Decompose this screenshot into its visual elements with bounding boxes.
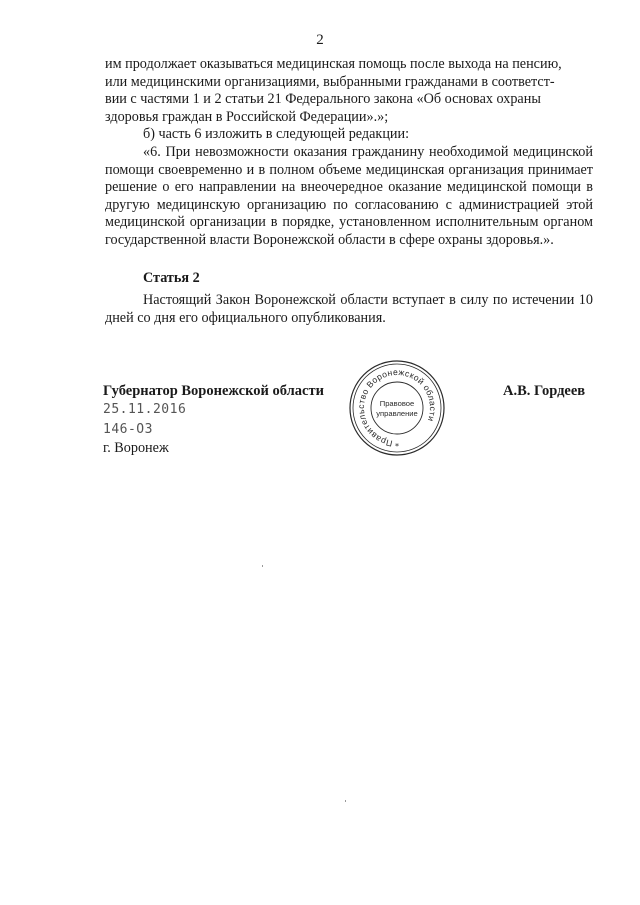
seal-center-line-2: управление [376,409,418,418]
signature-name: А.В. Гордеев [503,383,586,399]
body-line: вии с частями 1 и 2 статьи 21 Федерального закона «Об основах охраны [105,91,541,108]
body-line: им продолжает оказываться медицинская помощь после выхода на пенсию, [105,56,562,72]
article-2-heading: Статья 2 [143,270,200,286]
body-line: здоровья граждан в Российской Федерации».»; [105,108,389,125]
seal-ring-text: Правительство Воронежской области [355,366,439,449]
scan-speck [345,800,346,802]
page-number: 2 [316,32,324,48]
scan-speck [262,565,263,567]
body-line: или медицинскими организациями, выбранными гражданами в соответст- [105,73,555,90]
item-b: б) часть 6 изложить в следующей редакции: [143,126,410,143]
document-body [105,56,593,250]
seal-center-line-1: Правовое [379,399,415,408]
registration-date: 25.11.2016 [103,402,187,417]
official-seal [346,357,448,459]
article-2-paragraph: Настоящий Закон Воронежской области вступает в силу по истечении 10 дней со дня его официального опубликования. [105,292,593,326]
part6-paragraph: «6. При невозможности оказания гражданину необходимой медицинской помощи своевременно и в полном объеме медицинская организация принимает решение о его направлении на внеочередное оказание медицинской помощи в другую медицинскую организацию по согласованию с администрацией этой медицинской организации в порядке, установленном исполнительным органом государственной власти Воронежской области в сфере охраны здоровья.». [105,143,593,248]
registration-number: 146-ОЗ [103,422,153,437]
signature-title: Губернатор Воронежской области [103,383,324,399]
city: г. Воронеж [103,440,169,456]
seal-star-icon: * [395,442,399,451]
